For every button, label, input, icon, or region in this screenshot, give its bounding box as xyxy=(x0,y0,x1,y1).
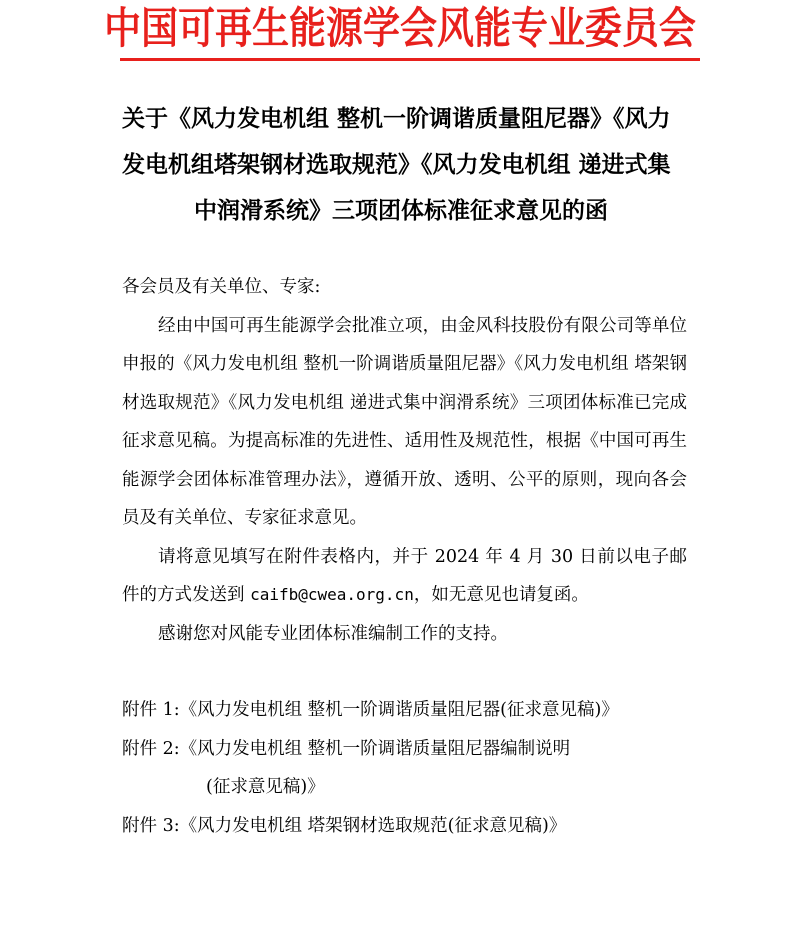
letterhead-rule xyxy=(120,58,700,61)
attachment-2-continuation: (征求意见稿)》 xyxy=(206,777,325,797)
submission-text: 请将意见填写在附件表格内，并于 2024 年 4 月 30 日前以电子邮件的方式发送到 xyxy=(122,546,687,605)
letter-body xyxy=(122,268,687,845)
attachment-2: 附件 2:《风力发电机组 整机一阶调谐质量阻尼器编制说明 xyxy=(122,738,571,759)
document-title xyxy=(122,96,682,234)
salutation: 各会员及有关单位、专家: xyxy=(122,277,321,297)
org-name: 中国可再生能源学会风能专业委员会 xyxy=(104,4,696,54)
title-line-3: 中润滑系统》三项团体标准征求意见的函 xyxy=(194,198,608,224)
attachment-1: 附件 1:《风力发电机组 整机一阶调谐质量阻尼器(征求意见稿)》 xyxy=(122,700,619,720)
spacer xyxy=(122,653,687,691)
title-line-2: 发电机组塔架钢材选取规范》《风力发电机组 递进式集 xyxy=(122,152,671,178)
email-address: caifb@cwea.org.cn xyxy=(250,585,414,604)
letterhead xyxy=(0,0,800,58)
paragraph-thanks: 感谢您对风能专业团体标准编制工作的支持。 xyxy=(158,623,508,644)
paragraph-submission xyxy=(122,538,687,615)
title-line-1: 关于《风力发电机组 整机一阶调谐质量阻尼器》《风力 xyxy=(122,106,671,132)
submission-text-end: ，如无意见也请复函。 xyxy=(413,585,589,605)
paragraph-intro: 经由中国可再生能源学会批准立项，由金风科技股份有限公司等单位申报的《风力发电机组 整机一阶调谐质量阻尼器》《风力发电机组 塔架钢材选取规范》《风力发电机组 递进式集中润滑系统》三项团体标准已完成征求意见稿。为提高标准的先进性、适用性及规范性，根据《中国可再生能源学会团体标准管理办法》，遵循开放、透明、公平的原则，现向各会员及有关单位、专家征求意见。 xyxy=(122,315,687,528)
attachment-3: 附件 3:《风力发电机组 塔架钢材选取规范(征求意见稿)》 xyxy=(122,815,567,836)
